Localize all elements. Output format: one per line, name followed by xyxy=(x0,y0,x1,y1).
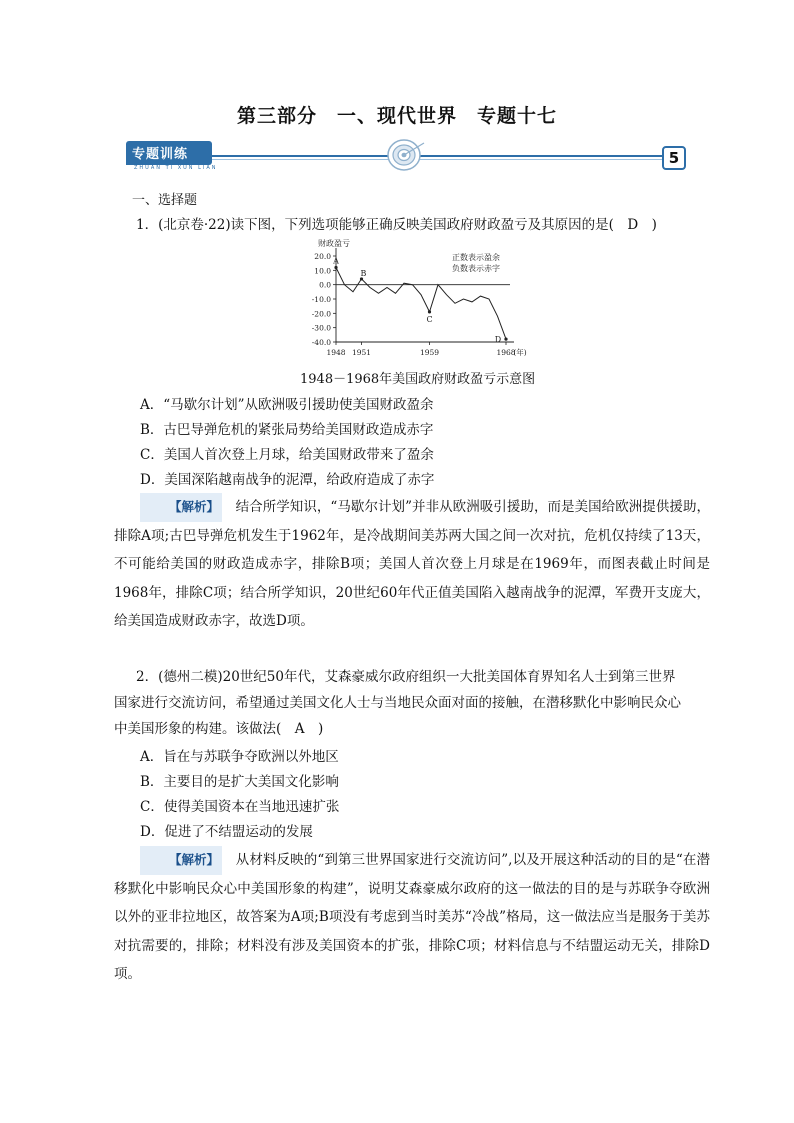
target-icon xyxy=(382,138,426,172)
legend-note-negative: 负数表示赤字 xyxy=(452,264,500,273)
q2-option-c[interactable]: C．使得美国资本在当地迅速扩张 xyxy=(140,799,340,815)
banner-pinyin: ZHUAN TI XUN LIAN xyxy=(134,165,218,171)
annotation-point-c xyxy=(428,310,431,313)
topic-banner xyxy=(126,138,686,172)
annotation-label-b: B xyxy=(360,268,367,278)
y-tick-label: -40.0 xyxy=(311,338,331,347)
x-tick-label: 1959 xyxy=(419,348,440,357)
legend-note-positive: 正数表示盈余 xyxy=(452,253,500,262)
q1-analysis-text: 结合所学知识，“马歇尔计划”并非从欧洲吸引援助，而是美国给欧洲提供援助，排除A项;古巴导弹危机发生于1962年，是冷战期间美苏两大国之间一次对抗，危机仅持续了13天，不可能给美国的财政造成赤字，排除B项；美国人首次登上月球是在1969年，而图表截止时间是1968年，排除C项；结合所学知识，20世纪60年代正值美国陷入越南战争的泥潭，军费开支庞大，给美国造成财政赤字，故选D项。 xyxy=(114,499,710,629)
q2-stem-line-1: 2．(德州二模)20世纪50年代，艾森豪威尔政府组织一大批美国体育界知名人士到第三世界 xyxy=(136,669,676,685)
section-title: 一、选择题 xyxy=(132,193,198,208)
y-tick-label: 10.0 xyxy=(314,266,331,276)
annotation-label-c: C xyxy=(426,314,433,324)
y-tick-label: -30.0 xyxy=(311,323,331,333)
analysis-tag: 【解析】 xyxy=(140,493,222,522)
y-tick-label: 0.0 xyxy=(319,280,331,290)
q1-option-c[interactable]: C．美国人首次登上月球，给美国财政带来了盈余 xyxy=(140,447,434,463)
q1-analysis xyxy=(114,493,710,636)
y-tick-label: -10.0 xyxy=(311,295,331,304)
y-axis-label: 财政盈亏 xyxy=(318,239,350,248)
analysis-tag: 【解析】 xyxy=(140,846,222,875)
q2-option-a[interactable]: A．旨在与苏联争夺欧洲以外地区 xyxy=(140,749,339,765)
deficit-chart xyxy=(300,238,540,363)
x-tick-label: 1968 xyxy=(496,348,516,357)
q1-option-b[interactable]: B．古巴导弹危机的紧张局势给美国财政造成赤字 xyxy=(140,422,434,438)
y-tick-label: 20.0 xyxy=(314,252,331,261)
page-title: 第三部分 一、现代世界 专题十七 xyxy=(236,105,557,127)
x-axis-label: (年) xyxy=(513,348,527,357)
q1-option-a[interactable]: A．“马歇尔计划”从欧洲吸引援助使美国财政盈余 xyxy=(140,397,434,413)
chart-caption: 1948－1968年美国政府财政盈亏示意图 xyxy=(300,372,536,387)
q1-stem: 1．(北京卷·22)读下图，下列选项能够正确反映美国政府财政盈亏及其原因的是( D ) xyxy=(136,217,657,233)
q2-option-d[interactable]: D．促进了不结盟运动的发展 xyxy=(140,824,313,840)
banner-divider xyxy=(212,155,662,157)
q1-option-d[interactable]: D．美国深陷越南战争的泥潭，给政府造成了赤字 xyxy=(140,472,435,488)
banner-label: 专题训练 xyxy=(132,147,189,162)
q2-stem-line-3: 中美国形象的构建。该做法( A ) xyxy=(114,721,324,737)
q2-option-b[interactable]: B．主要目的是扩大美国文化影响 xyxy=(140,774,339,790)
annotation-point-a xyxy=(334,266,337,269)
banner-divider-thin xyxy=(212,159,662,160)
y-tick-label: -20.0 xyxy=(311,309,331,319)
annotation-label-a: A xyxy=(333,256,339,266)
annotation-label-d: D xyxy=(494,335,502,345)
annotation-point-d xyxy=(504,338,507,341)
page-badge: 5 xyxy=(662,146,686,170)
x-tick-label: 1948 xyxy=(326,348,346,357)
q2-stem-line-2: 国家进行交流访问，希望通过美国文化人士与当地民众面对面的接触，在潜移默化中影响民众心 xyxy=(114,695,681,711)
q2-analysis-text: 从材料反映的“到第三世界国家进行交流访问”,以及开展这种活动的目的是“在潜移默化中影响民众心中美国形象的构建”，说明艾森豪威尔政府的这一做法的目的是与苏联争夺欧洲以外的亚非拉地区，故答案为A项;B项没有考虑到当时美苏“冷战”格局，这一做法应当是服务于美苏对抗需要的，排除；材料没有涉及美国资本的扩张，排除C项；材料信息与不结盟运动无关，排除D项。 xyxy=(114,852,710,982)
x-tick-label: 1951 xyxy=(351,348,372,357)
q2-analysis xyxy=(114,846,710,989)
banner-tag xyxy=(126,141,212,165)
